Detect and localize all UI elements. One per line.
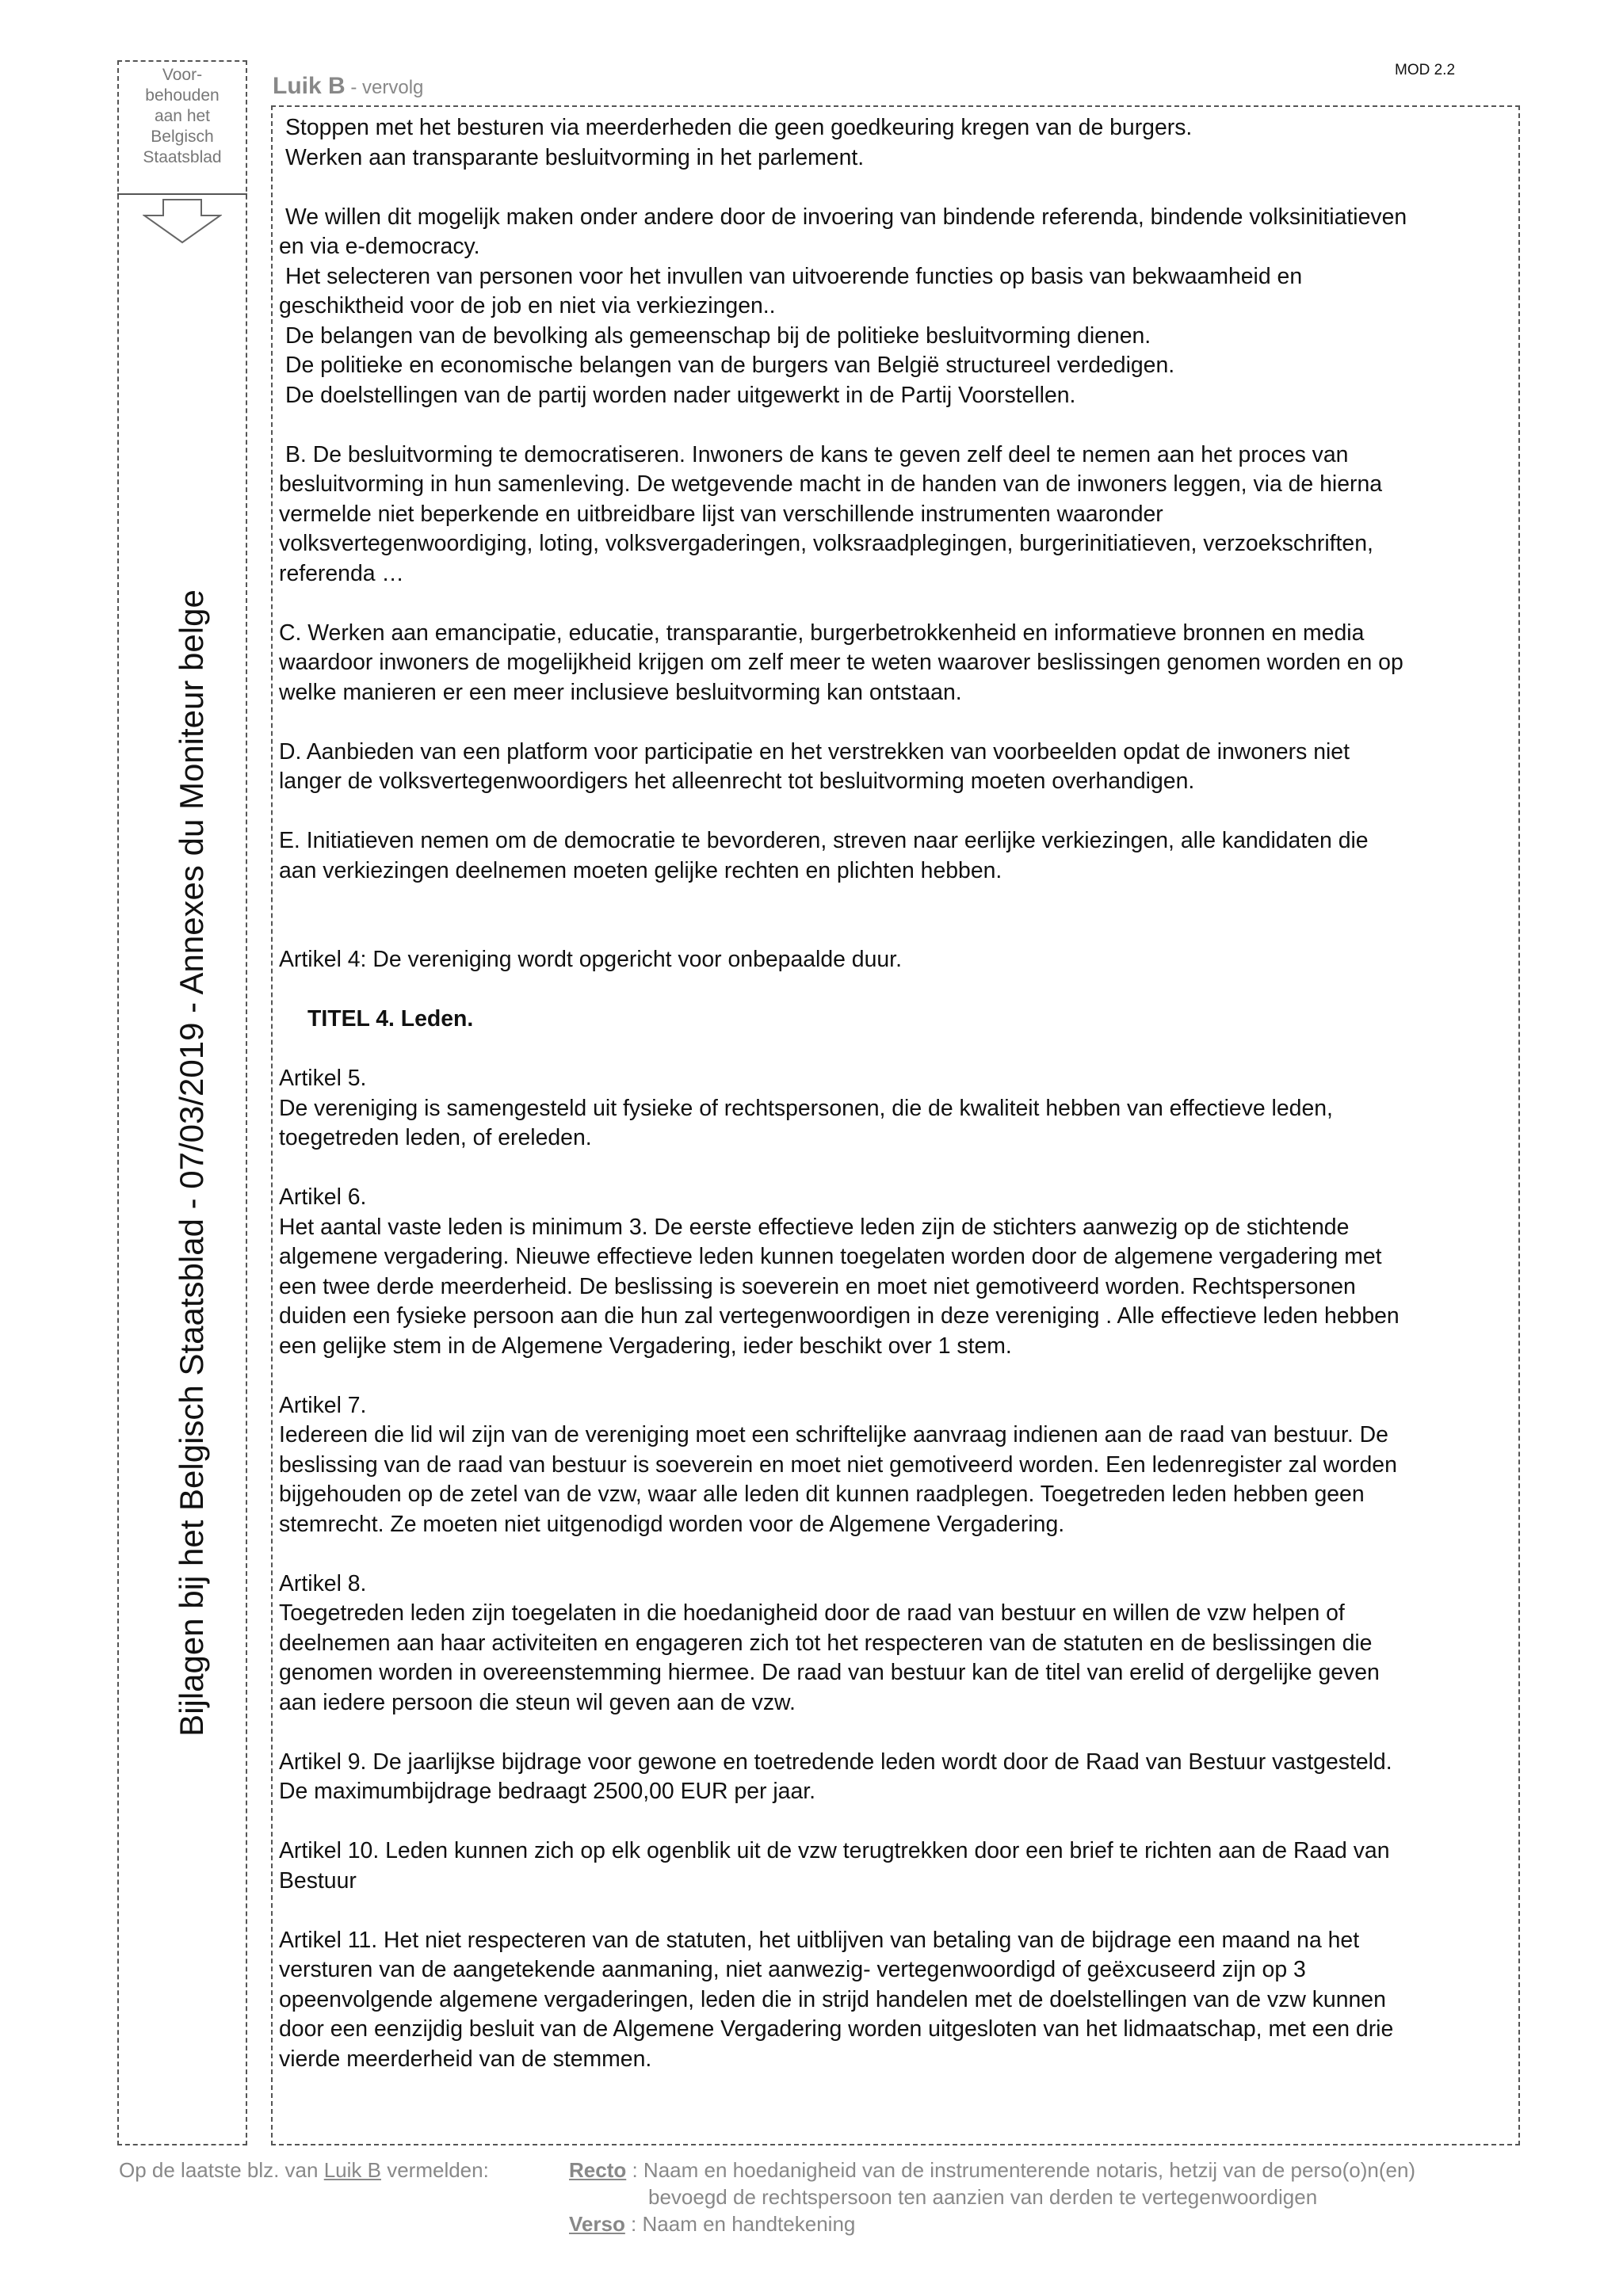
text-line: stemrecht. Ze moeten niet uitgenodigd worden voor de Algemene Vergadering. <box>279 1511 1065 1537</box>
article-heading: Artikel 5. <box>279 1066 367 1091</box>
text-line: besluitvorming in hun samenleving. De wetgevende macht in de handen van de inwoners leggen, via de hierna <box>279 471 1383 497</box>
text-line: Artikel 10. Leden kunnen zich op elk ogenblik uit de vzw terugtrekken door een brief te richten aan de Raad van <box>279 1838 1390 1863</box>
title-4-heading: TITEL 4. Leden. <box>307 1006 474 1032</box>
footer-label <box>119 2158 489 2183</box>
text-line: opeenvolgende algemene vergaderingen, leden die in strijd handelen met de doelstellingen van de vzw kunnen <box>279 1986 1386 2012</box>
down-arrow-icon <box>143 198 222 244</box>
text-line: D. Aanbieden van een platform voor participatie en het verstrekken van voorbeelden opdat de inwoners niet <box>279 738 1350 765</box>
article-heading: Artikel 6. <box>279 1184 367 1210</box>
text-line: een gelijke stem in de Algemene Vergadering, ieder beschikt over 1 stem. <box>279 1333 1012 1359</box>
text-line: De politieke en economische belangen van de burgers van België structureel verdedigen. <box>285 353 1175 378</box>
text-line: De maximumbijdrage bedraagt 2500,00 EUR per jaar. <box>279 1779 816 1804</box>
text-line: De doelstellingen van de partij worden nader uitgewerkt in de Partij Voorstellen. <box>285 382 1076 408</box>
text-line: volksvertegenwoordiging, loting, volksvergaderingen, volksraadplegingen, burgerinitiatieven, verzoekschriften, <box>279 531 1373 556</box>
text-line: De vereniging is samengesteld uit fysieke of rechtspersonen, die de kwaliteit hebben van effectieve leden, <box>279 1095 1333 1121</box>
text-line: Toegetreden leden zijn toegelaten in die hoedanigheid door de raad van bestuur en willen de vzw helpen of <box>279 1600 1345 1626</box>
reserved-line: Staatsblad <box>143 148 222 166</box>
recto-text: : Naam en hoedanigheid van de instrumenterende notaris, hetzij van de perso(o)n(en) <box>626 2158 1416 2182</box>
text-line: vierde meerderheid van de stemmen. <box>279 2046 652 2072</box>
text-line: langer de volksvertegenwoordigers het alleenrecht tot besluitvorming moeten overhandigen. <box>279 769 1195 794</box>
text-line: door een eenzijdig besluit van de Algemene Vergadering worden uitgesloten van het lidmaatschap, met een drie <box>279 2016 1394 2042</box>
text-line: aan verkiezingen deelnemen moeten gelijke rechten en plichten hebben. <box>279 857 1002 883</box>
text-line: E. Initiatieven nemen om de democratie te bevorderen, streven naar eerlijke verkiezingen, alle kandidaten die <box>279 828 1369 853</box>
text-line: versturen van de aangetekende aanmaning, niet aanwezig- vertegenwoordigd of geëxcuseerd zijn op 3 <box>279 1957 1306 1982</box>
text-line: en via e-democracy. <box>279 234 480 259</box>
text-line: Iedereen die lid wil zijn van de vereniging moet een schriftelijke aanvraag indienen aan de raad van bestuur. De <box>279 1422 1388 1447</box>
recto-line-2: bevoegd de rechtspersoon ten aanzien van derden te vertegenwoordigen <box>648 2185 1318 2209</box>
text-line: Stoppen met het besturen via meerderheden die geen goedkeuring kregen van de burgers. <box>285 115 1193 140</box>
reserved-box <box>117 60 247 195</box>
text-line: waardoor inwoners de mogelijkheid krijgen om zelf meer te weten waarover beslissingen genomen worden en op <box>279 650 1403 675</box>
text-line: duiden een fysieke persoon aan die hun zal vertegenwoordigen in deze vereniging . Alle effectieve leden hebben <box>279 1303 1400 1329</box>
text-line: Artikel 11. Het niet respecteren van de statuten, het uitblijven van betaling van de bijdrage een maand na het <box>279 1927 1360 1953</box>
footer-luik: Luik B <box>323 2158 381 2182</box>
text-line: deelnemen aan haar activiteiten en engageren zich tot het respecteren van de statuten en de beslissingen die <box>279 1630 1373 1656</box>
text-line: aan iedere persoon die steun wil geven aan de vzw. <box>279 1689 796 1715</box>
text-line: De belangen van de bevolking als gemeenschap bij de politieke besluitvorming dienen. <box>285 322 1151 349</box>
page-header <box>273 73 423 100</box>
text-line: Artikel 9. De jaarlijkse bijdrage voor gewone en toetredende leden wordt door de Raad van Bestuur vastgesteld. <box>279 1749 1392 1775</box>
text-line: algemene vergadering. Nieuwe effectieve leden kunnen toegelaten worden door de algemene vergadering met <box>279 1244 1382 1269</box>
text-line: Het selecteren van personen voor het invullen van uitvoerende functies op basis van bekwaamheid en <box>285 263 1303 289</box>
verso-line <box>569 2212 855 2237</box>
text-line: B. De besluitvorming te democratiseren. Inwoners de kans te geven zelf deel te nemen aan het proces van <box>285 441 1349 467</box>
text-line: referenda … <box>279 560 404 586</box>
footer-suffix: vermelden: <box>380 2158 489 2182</box>
recto-line <box>569 2158 1415 2183</box>
text-line: Het aantal vaste leden is minimum 3. De eerste effectieve leden zijn de stichters aanwezig op de stichtende <box>279 1214 1350 1240</box>
reserved-line: aan het <box>154 107 211 125</box>
verso-text: : Naam en handtekening <box>624 2212 856 2236</box>
recto-label: Recto <box>569 2158 627 2182</box>
section-subtitle: - vervolg <box>345 77 424 98</box>
reserved-line: Voor- <box>162 66 203 84</box>
article-heading: Artikel 7. <box>279 1392 367 1418</box>
model-number: MOD 2.2 <box>1395 62 1456 78</box>
reserved-line: Belgisch <box>151 128 214 146</box>
verso-label: Verso <box>569 2212 625 2236</box>
reserved-line: behouden <box>145 86 220 105</box>
text-line: genomen worden in overeenstemming hiermee. De raad van bestuur kan de titel van erelid of dergelijke geven <box>279 1660 1380 1685</box>
text-line: C. Werken aan emancipatie, educatie, transparantie, burgerbetrokkenheid en informatieve bronnen en media <box>279 620 1365 646</box>
text-line: Bestuur <box>279 1867 357 1894</box>
text-line: We willen dit mogelijk maken onder andere door de invoering van bindende referenda, bindende volksinitiatieven <box>285 204 1407 230</box>
article-4: Artikel 4: De vereniging wordt opgericht voor onbepaalde duur. <box>279 947 902 972</box>
text-line: geschiktheid voor de job en niet via verkiezingen.. <box>279 293 776 318</box>
article-heading: Artikel 8. <box>279 1570 367 1596</box>
text-line: beslissing van de raad van bestuur is soeverein en moet niet gemotiveerd worden. Een ledenregister zal worden <box>279 1451 1397 1478</box>
text-line: bijgehouden op de zetel van de vzw, waar alle leden dit kunnen raadplegen. Toegetreden leden hebben geen <box>279 1482 1365 1507</box>
text-line: welke manieren er een meer inclusieve besluitvorming kan ontstaan. <box>279 679 962 705</box>
text-line: Werken aan transparante besluitvorming in het parlement. <box>285 144 865 170</box>
document-body <box>279 113 1522 2074</box>
publication-margin-text: Bijlagen bij het Belgisch Staatsblad - 07/03/2019 - Annexes du Moniteur belge <box>173 589 210 1737</box>
text-line: vermelde niet beperkende en uitbreidbare lijst van verschillende instrumenten waaronder <box>279 501 1163 527</box>
section-title: Luik B <box>273 73 346 99</box>
text-line: toegetreden leden, of ereleden. <box>279 1125 592 1150</box>
text-line: een twee derde meerderheid. De beslissing is soeverein en moet niet gemotiveerd worden. Rechtspersonen <box>279 1273 1356 1299</box>
footer-prefix: Op de laatste blz. van <box>119 2158 324 2182</box>
